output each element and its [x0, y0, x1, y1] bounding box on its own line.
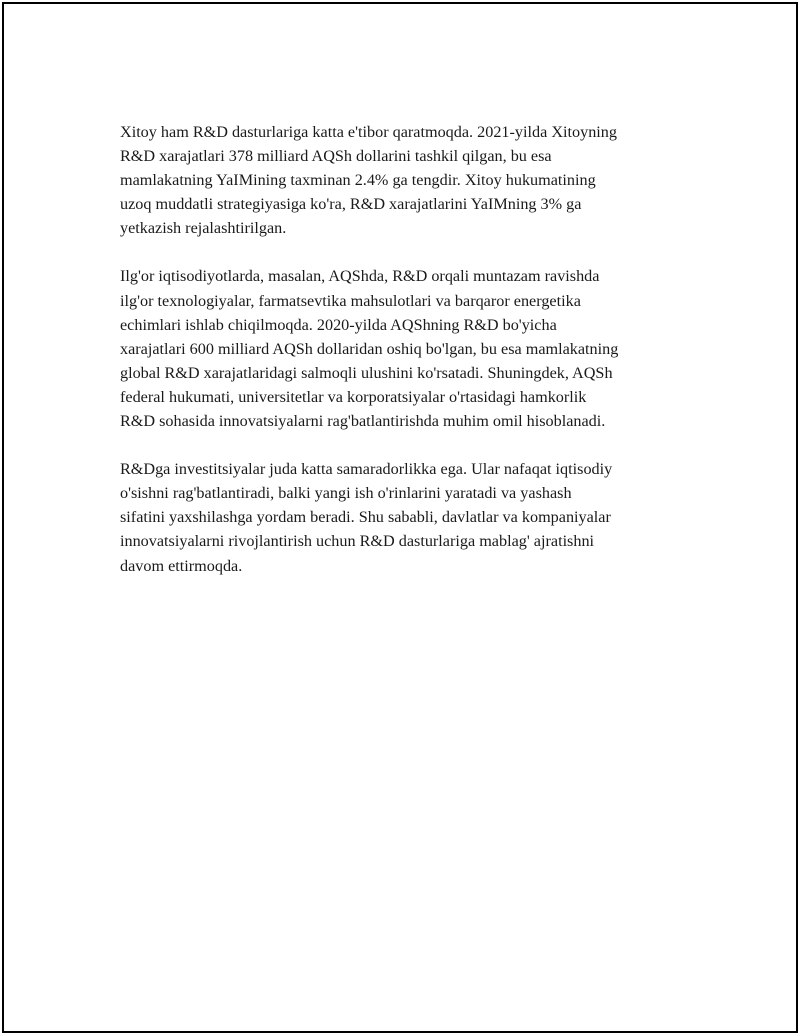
document-body: [120, 120, 700, 602]
document-page: [2, 2, 798, 1033]
paragraph-usa-rd: Ilg'or iqtisodiyotlarda, masalan, AQShda, R&D orqali muntazam ravishda ilg'or texnologiyalar, farmatsevtika mahsulotlari va barqaror energetika echimlari ishlab chiqilmoqda. 2020-yilda AQShning R&D bo'yicha xarajatlari 600 milliard AQSh dollaridan oshiq bo'lgan, bu esa mamlakatning global R&D xarajatlaridagi salmoqli ulushini ko'rsatadi. Shuningdek, AQSh federal hukumati, universitetlar va korporatsiyalar o'rtasidagi hamkorlik R&D sohasida innovatsiyalarni rag'batlantirishda muhim omil hisoblanadi.: [120, 267, 619, 431]
paragraph-china-rd: Xitoy ham R&D dasturlariga katta e'tibor qaratmoqda. 2021-yilda Xitoyning R&D xarajatlari 378 milliard AQSh dollarini tashkil qilgan, bu esa mamlakatning YaIMining taxminan 2.4% ga tengdir. Xitoy hukumatining uzoq muddatli strategiyasiga ko'ra, R&D xarajatlarini YaIMning 3% ga yetkazish rejalashtirilgan.: [120, 123, 617, 238]
paragraph-rd-investment: R&Dga investitsiyalar juda katta samaradorlikka ega. Ular nafaqat iqtisodiy o'sishni rag'batlantiradi, balki yangi ish o'rinlarini yaratadi va yashash sifatini yaxshilashga yordam beradi. Shu sababli, davlatlar va kompaniyalar innovatsiyalarni rivojlantirish uchun R&D dasturlariga mablag' ajratishni davom ettirmoqda.: [120, 460, 613, 575]
